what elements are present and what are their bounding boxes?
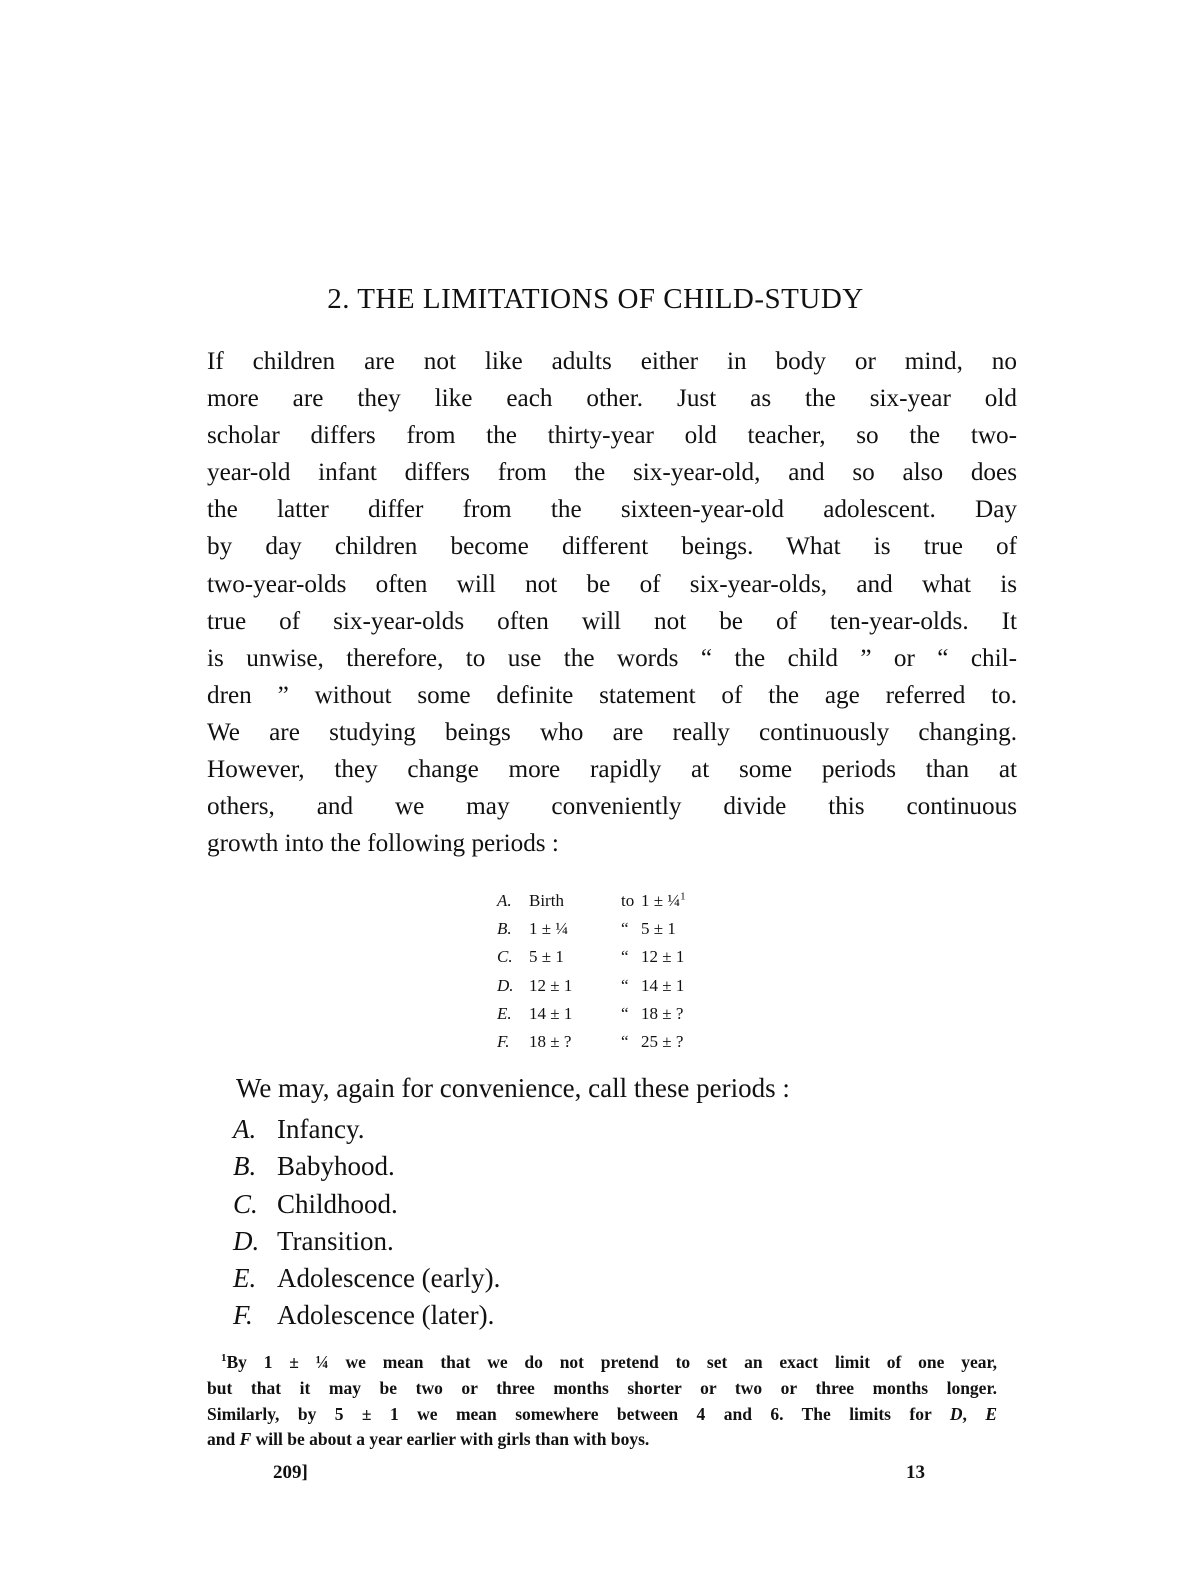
paragraph-line: the latter differ from the sixteen-year-old adolescent. Day xyxy=(207,496,1017,524)
period-to: to xyxy=(621,891,635,910)
period-to: “ xyxy=(621,975,629,995)
paragraph-line: others, and we may conveniently divide this continuous xyxy=(207,793,1017,821)
period-row xyxy=(497,1000,731,1028)
period-from: Birth xyxy=(529,891,564,910)
footnote-marker: 1 xyxy=(221,1352,227,1365)
period-value: 25 ± ? xyxy=(641,1031,684,1051)
period-value: 5 ± 1 xyxy=(641,919,676,939)
period-name-item xyxy=(233,1223,500,1260)
paragraph-line: is unwise, therefore, to use the words “ the child ” or “ chil- xyxy=(207,644,1017,672)
period-letter: D. xyxy=(497,975,514,995)
body-paragraph xyxy=(207,343,1017,862)
period-name-letter: D. xyxy=(233,1225,260,1256)
period-row xyxy=(497,887,731,915)
footnote-line: Similarly, by 5 ± 1 we mean somewhere between 4 and 6. The limits for D, E xyxy=(207,1403,998,1424)
period-to: “ xyxy=(621,1003,629,1023)
footnote-ref: 1 xyxy=(680,890,686,903)
paragraph-line: We are studying beings who are really continuously changing. xyxy=(207,718,1017,746)
period-from: 14 ± 1 xyxy=(529,1003,573,1023)
period-name: Babyhood. xyxy=(277,1151,395,1182)
period-name-letter: A. xyxy=(233,1114,257,1144)
period-name-item xyxy=(233,1297,500,1334)
paragraph-line: scholar differs from the thirty-year old teacher, so the two- xyxy=(207,422,1017,450)
period-value: 12 ± 1 xyxy=(641,947,685,967)
period-from: 12 ± 1 xyxy=(529,975,573,995)
footnote-line: and F will be about a year earlier with girls than with boys. xyxy=(207,1429,650,1450)
period-row xyxy=(497,972,731,1000)
paragraph-line: year-old infant differs from the six-year-old, and so also does xyxy=(207,459,1017,487)
period-letter: F. xyxy=(497,1031,510,1051)
period-row xyxy=(497,943,731,971)
period-value: 1 ± ¼$^1$ xyxy=(641,890,686,910)
paragraph-line: dren ” without some definite statement of the age referred to. xyxy=(207,681,1017,709)
period-from: 5 ± 1 xyxy=(529,947,564,967)
section-title: 2. THE LIMITATIONS OF CHILD-STUDY xyxy=(327,283,864,315)
period-value: 14 ± 1 xyxy=(641,975,685,995)
periods-table xyxy=(497,887,731,1056)
signature-number: 209] xyxy=(273,1462,308,1483)
period-to: “ xyxy=(621,1031,629,1051)
paragraph-line: two-year-olds often will not be of six-year-olds, and what is xyxy=(207,570,1017,598)
period-name-letter: F. xyxy=(233,1300,253,1331)
period-value: 18 ± ? xyxy=(641,1003,684,1023)
paragraph-line: growth into the following periods : xyxy=(207,830,559,858)
period-name: Transition. xyxy=(277,1225,394,1256)
period-row xyxy=(497,1028,731,1056)
period-letter: B. xyxy=(497,919,512,939)
period-name-item xyxy=(233,1186,500,1223)
period-name: Adolescence (later). xyxy=(277,1300,495,1331)
footnote-line: $^1$By 1 ± ¼ we mean that we do not pretend to set an exact limit of one year, xyxy=(221,1352,997,1372)
period-from: 18 ± ? xyxy=(529,1031,572,1051)
paragraph-line: more are they like each other. Just as the six-year old xyxy=(207,385,1017,413)
period-name: Childhood. xyxy=(277,1188,398,1219)
period-name-item xyxy=(233,1260,500,1297)
period-to: “ xyxy=(621,947,629,967)
paragraph-line: If children are not like adults either in body or mind, no xyxy=(207,348,1017,375)
periods-intro: We may, again for convenience, call these periods : xyxy=(236,1073,790,1103)
period-name-letter: B. xyxy=(233,1151,257,1182)
drop-cap: If xyxy=(207,348,224,375)
period-names-list xyxy=(233,1111,500,1335)
period-letter: A. xyxy=(497,891,512,910)
footnote-line: but that it may be two or three months shorter or two or three months longer. xyxy=(207,1377,997,1398)
period-letter: C. xyxy=(497,947,513,967)
period-name-letter: C. xyxy=(233,1188,258,1219)
period-to: “ xyxy=(621,919,629,939)
period-name: Infancy. xyxy=(277,1114,365,1144)
period-name-letter: E. xyxy=(233,1263,257,1294)
paragraph-line: However, they change more rapidly at some periods than at xyxy=(207,756,1017,784)
footnote xyxy=(207,1350,997,1453)
period-name-item xyxy=(233,1148,500,1185)
period-from: 1 ± ¼ xyxy=(529,919,569,939)
page-number: 13 xyxy=(906,1462,925,1483)
period-name-item xyxy=(233,1111,500,1148)
period-letter: E. xyxy=(497,1003,512,1023)
paragraph-line: by day children become different beings. What is true of xyxy=(207,533,1017,561)
period-row xyxy=(497,915,731,943)
paragraph-line: true of six-year-olds often will not be of ten-year-olds. It xyxy=(207,607,1017,635)
period-name: Adolescence (early). xyxy=(277,1263,501,1294)
